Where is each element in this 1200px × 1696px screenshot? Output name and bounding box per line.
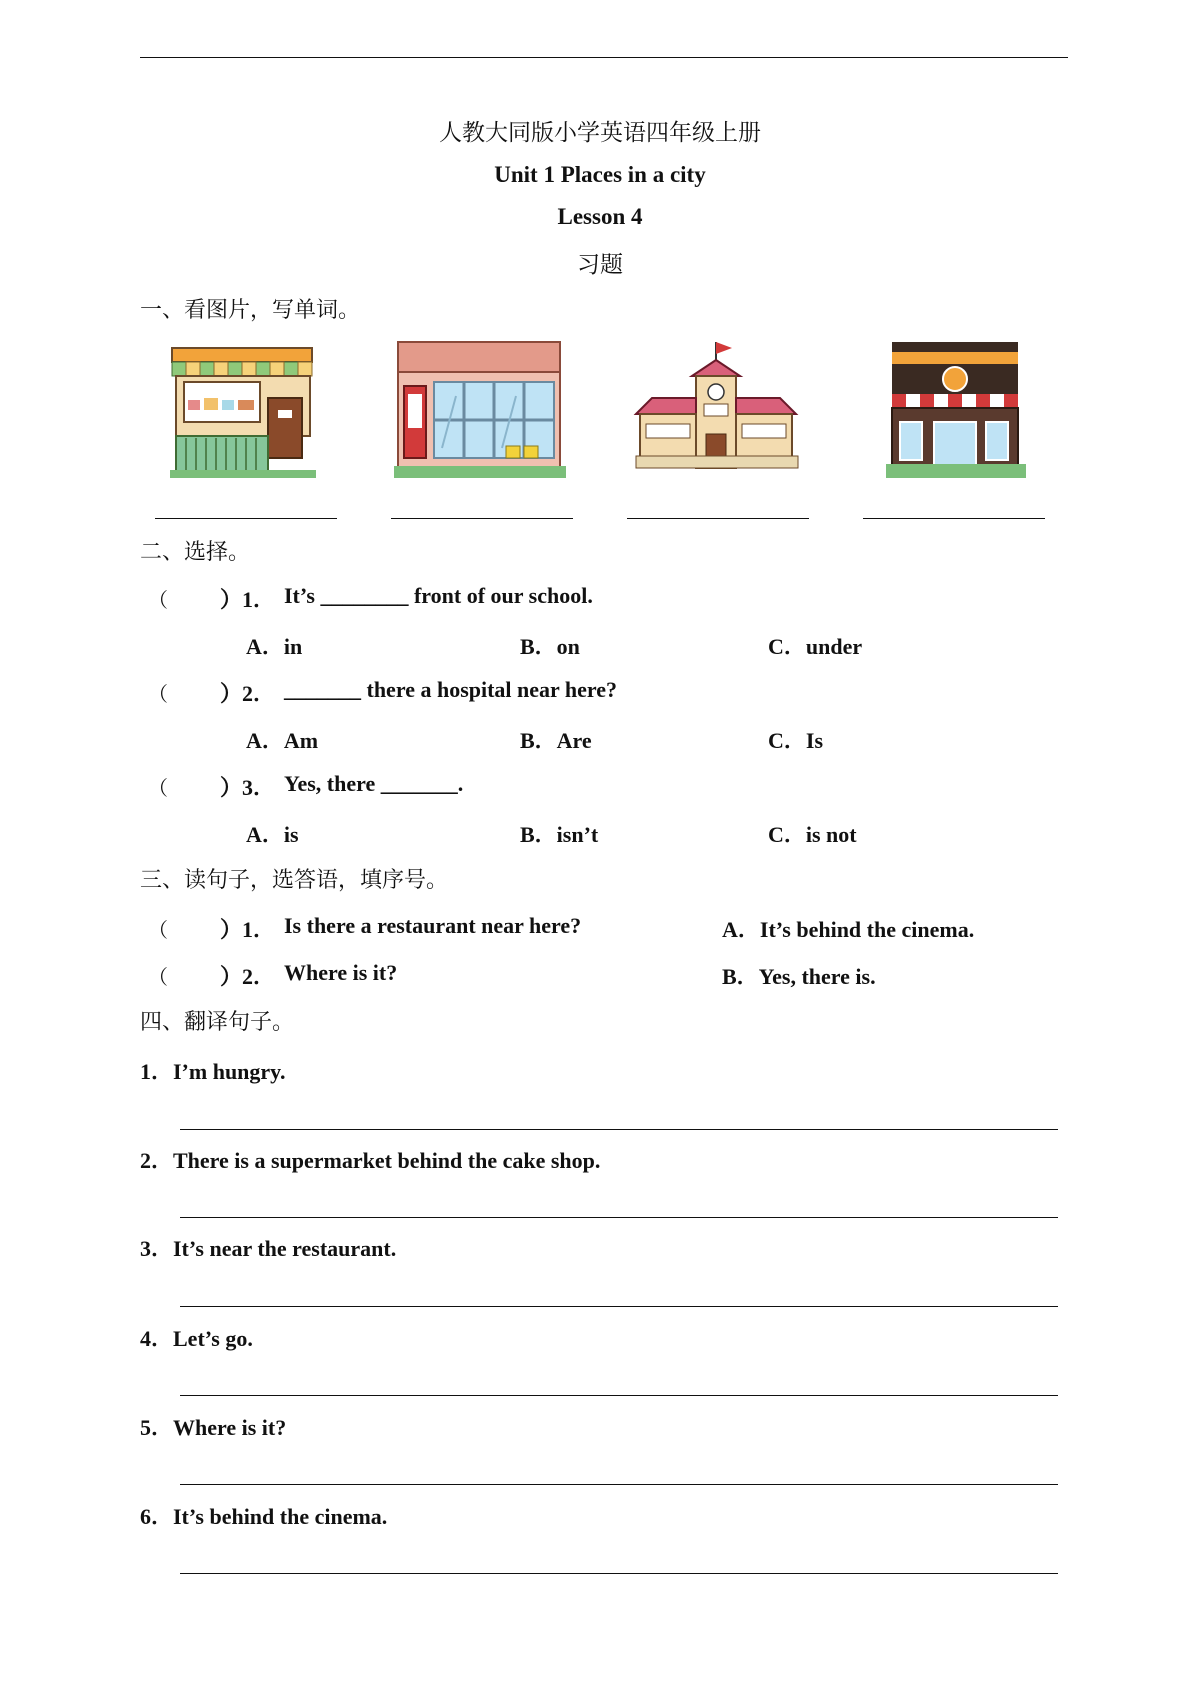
option-a: A．is [246,822,299,847]
unit-title: Unit 1 Places in a city [494,162,706,187]
option-b: B．Are [520,728,592,753]
question-stem: Yes, there _______. [284,771,464,796]
answer-paren-open[interactable]: （ [148,776,168,800]
item-number: ）1． [220,917,276,942]
exercise-subtitle: 习题 [577,252,623,278]
option-c: C．under [768,634,863,659]
option-a: A．Am [246,728,319,753]
answer-blank-4[interactable] [863,518,1045,519]
translation-answer-line[interactable] [180,1306,1058,1307]
cake-shop-icon [170,338,322,480]
item-question: Where is it? [284,960,398,985]
option-a: A．in [246,634,303,659]
section3-heading: 三、读句子，选答语，填序号。 [140,868,449,893]
item-answer: A．It’s behind the cinema. [722,917,975,942]
translate-sentence: 3．It’s near the restaurant. [140,1236,397,1261]
question-stem: It’s ________ front of our school. [284,583,593,608]
answer-blank-3[interactable] [627,518,809,519]
translate-sentence: 4．Let’s go. [140,1326,253,1351]
translation-answer-line[interactable] [180,1484,1058,1485]
book-title: 人教大同版小学英语四年级上册 [439,120,761,146]
answer-blank-2[interactable] [391,518,573,519]
item-number: ）2． [220,964,276,989]
header-rule [140,57,1068,58]
question-stem: _______ there a hospital near here? [284,677,618,702]
restaurant-icon [886,338,1026,480]
section4-heading: 四、翻译句子。 [140,1010,295,1035]
question-number: ）2． [220,681,276,706]
translate-sentence: 5．Where is it? [140,1415,287,1440]
lesson-title: Lesson 4 [557,204,643,229]
translate-sentence: 6．It’s behind the cinema. [140,1504,388,1529]
section2-heading: 二、选择。 [140,540,251,565]
translate-sentence: 1．I’m hungry. [140,1059,286,1084]
item-question: Is there a restaurant near here? [284,913,582,938]
answer-blank-1[interactable] [155,518,337,519]
supermarket-icon [394,338,566,480]
answer-paren-open[interactable]: （ [148,588,168,612]
answer-paren-open[interactable]: （ [148,682,168,706]
option-b: B．isn’t [520,822,599,847]
translate-sentence: 2．There is a supermarket behind the cake shop. [140,1148,601,1173]
option-b: B．on [520,634,580,659]
translation-answer-line[interactable] [180,1217,1058,1218]
option-c: C．Is [768,728,824,753]
section1-heading: 一、看图片，写单词。 [140,298,361,323]
question-number: ）3． [220,775,276,800]
option-c: C．is not [768,822,857,847]
answer-paren-open[interactable]: （ [148,965,168,989]
translation-answer-line[interactable] [180,1129,1058,1130]
translation-answer-line[interactable] [180,1573,1058,1574]
translation-answer-line[interactable] [180,1395,1058,1396]
school-icon [632,338,802,480]
item-answer: B．Yes, there is. [722,964,876,989]
answer-paren-open[interactable]: （ [148,918,168,942]
question-number: ）1． [220,587,276,612]
